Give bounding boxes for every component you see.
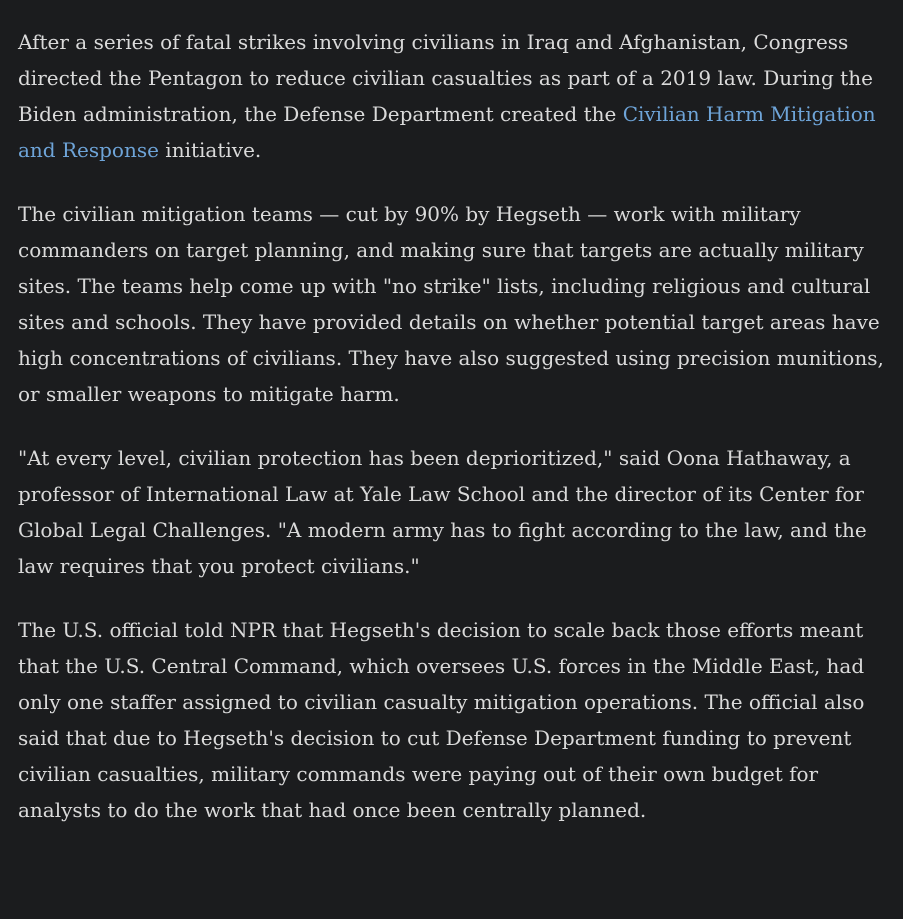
paragraph-1-text-before-link: After a series of fatal strikes involving civilians in Iraq and Afghanistan, Congress directed the Pentagon to reduce civilian casualties as part of a 2019 law. During the Biden administration, the Defense Department created the bbox=[18, 30, 873, 126]
paragraph-2: The civilian mitigation teams — cut by 90% by Hegseth — work with military commanders on target planning, and making sure that targets are actually military sites. The teams help come up with "no strike" lists, including religious and cultural sites and schools. They have provided details on whether potential target areas have high concentrations of civilians. They have also suggested using precision munitions, or smaller weapons to mitigate harm. bbox=[18, 202, 884, 406]
paragraph-1-text-after-link: initiative. bbox=[158, 138, 262, 162]
civilian-harm-mitigation-link[interactable]: Civilian Harm Mitigation and Response bbox=[18, 102, 876, 162]
paragraph-4: The U.S. official told NPR that Hegseth's decision to scale back those efforts meant that the U.S. Central Command, which oversees U.S. forces in the Middle East, had only one staffer assigned to civilian casualty mitigation operations. The official also said that due to Hegseth's decision to cut Defense Department funding to prevent civilian casualties, military commands were paying out of their own budget for analysts to do the work that had once been centrally planned. bbox=[18, 618, 865, 822]
paragraph-1 bbox=[18, 24, 893, 168]
paragraph-3: "At every level, civilian protection has been deprioritized," said Oona Hathaway, a professor of International Law at Yale Law School and the director of its Center for Global Legal Challenges. "A modern army has to fight according to the law, and the law requires that you protect civilians." bbox=[18, 446, 867, 578]
